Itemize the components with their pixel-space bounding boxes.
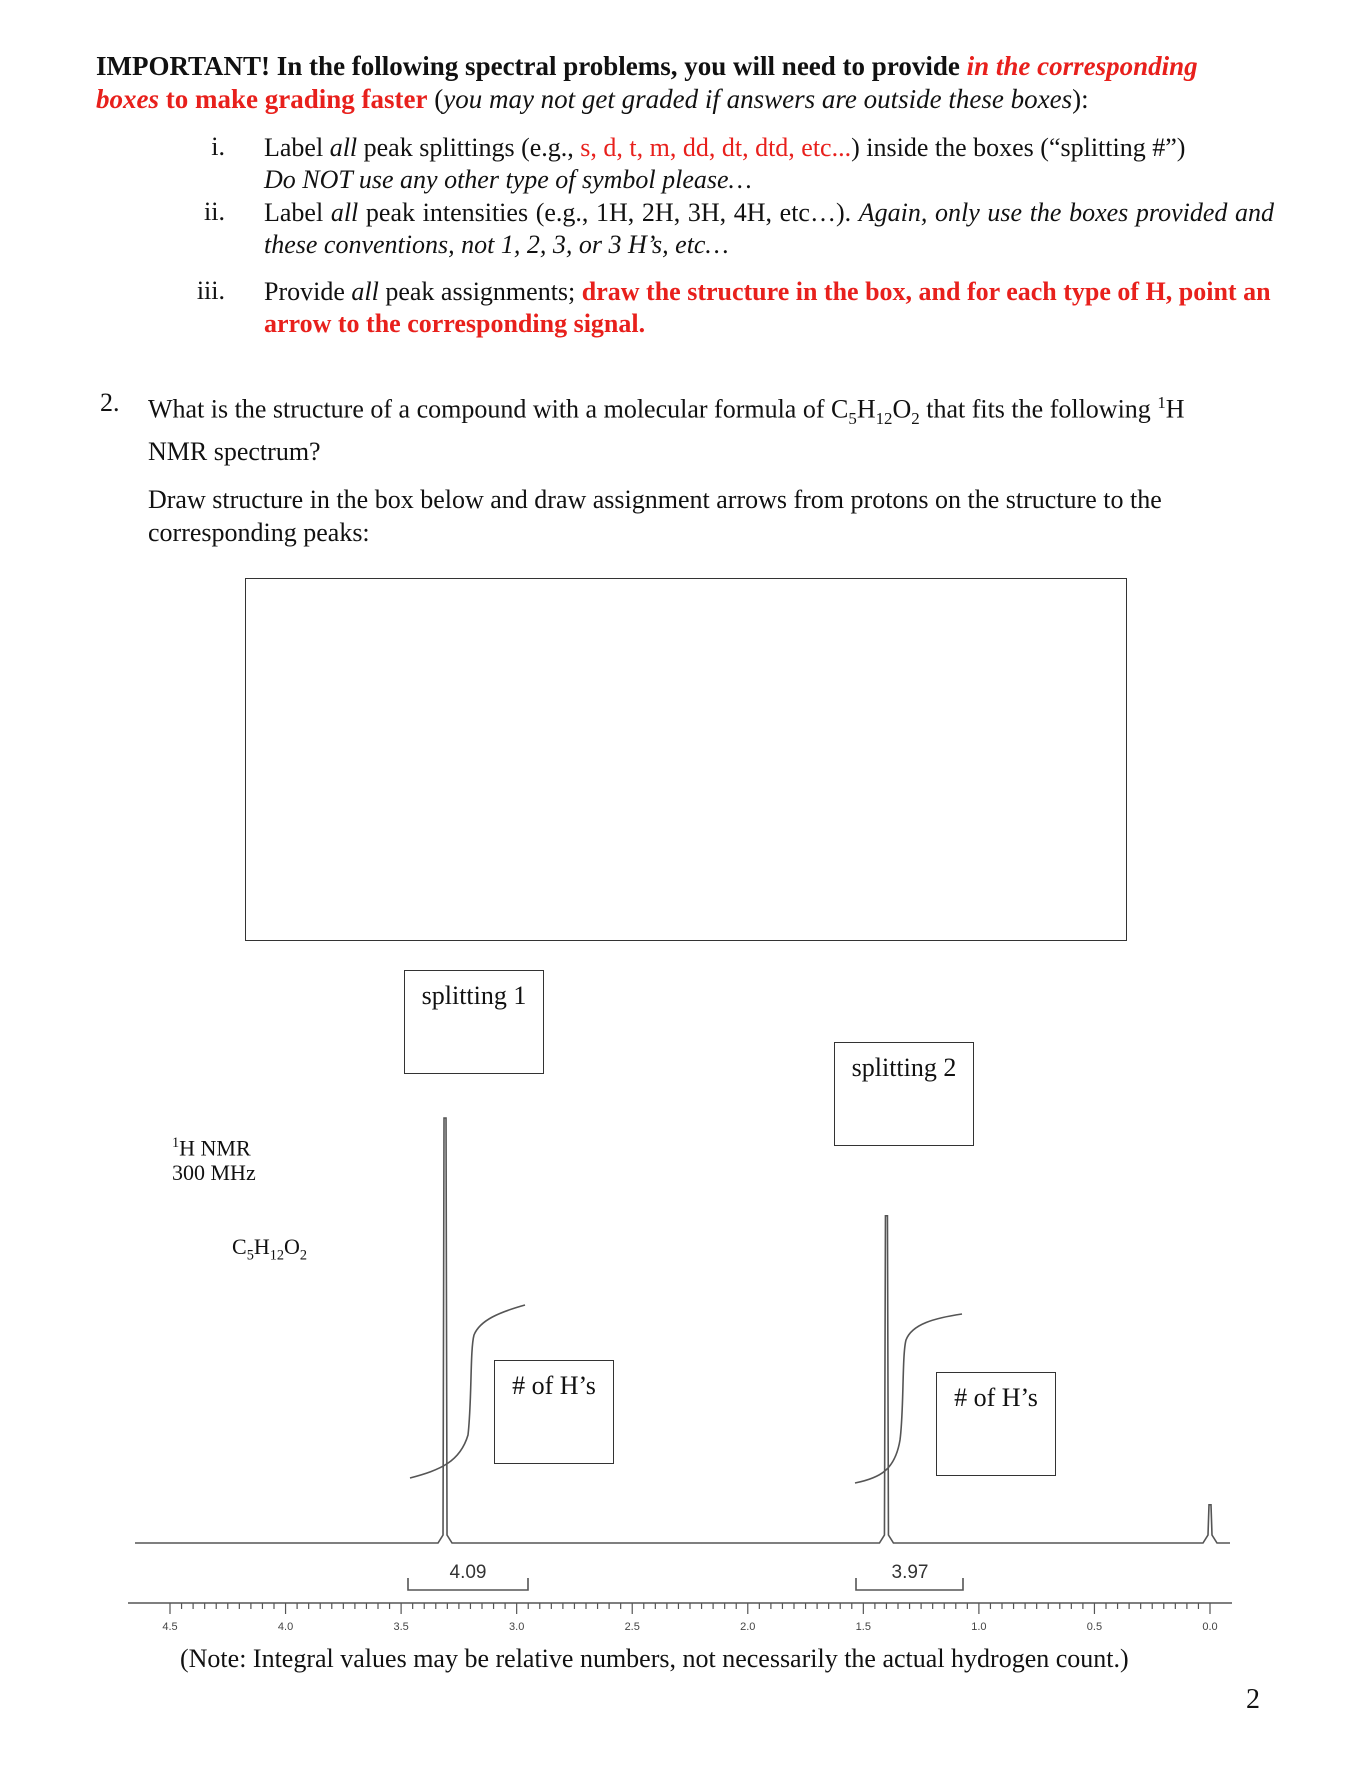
text: 12 <box>269 1247 285 1264</box>
text: H <box>856 394 876 424</box>
h-count-1-label: # of H’s <box>512 1371 596 1400</box>
spectrum-frequency-label: 300 MHz <box>172 1160 256 1185</box>
header-text-3: boxes <box>96 84 159 114</box>
draw-instruction: Draw structure in the box below and draw assignment arrows from protons on the structure to the corresponding peaks: <box>148 485 1162 547</box>
header-text-7: ): <box>1072 84 1089 114</box>
x-tick-label: 0.0 <box>1202 1621 1218 1633</box>
splitting-2-label: splitting 2 <box>851 1053 957 1082</box>
integral-curve-2 <box>855 1314 962 1483</box>
text: NMR spectrum? <box>148 436 321 466</box>
text: 5 <box>848 408 857 428</box>
text: 2 <box>299 1247 308 1264</box>
x-tick-label: 2.5 <box>624 1621 640 1633</box>
item-number: iii. <box>196 276 225 305</box>
header-text-1: IMPORTANT! In the following spectral problems, you will need to provide <box>96 51 967 81</box>
text: peak splittings (e.g., <box>357 133 581 162</box>
x-tick-label: 0.5 <box>1086 1621 1103 1633</box>
text: What is the structure of a compound with a molecular formula of C <box>148 394 849 424</box>
text: 5 <box>246 1247 254 1264</box>
x-tick-label: 4.5 <box>162 1621 178 1633</box>
text: O <box>284 1234 300 1259</box>
text: Provide <box>264 277 352 306</box>
header-text-4: to make grading faster <box>159 84 428 114</box>
text: O <box>892 394 912 424</box>
text: H <box>1165 394 1185 424</box>
item-number: ii. <box>204 197 225 226</box>
header-text-2: in the corresponding <box>966 51 1198 81</box>
text: 1 <box>172 1135 180 1151</box>
x-tick-label: 1.5 <box>855 1621 871 1633</box>
text: draw the structure in the box, and for each type of H, point an arrow to the corresponding signal. <box>264 277 1271 338</box>
header-text-6: you may not get graded if answers are outside these boxes <box>443 84 1073 114</box>
page-number: 2 <box>1246 1684 1260 1715</box>
text: 12 <box>875 408 893 428</box>
text: s, d, t, m, dd, dt, dtd, etc... <box>580 133 852 162</box>
text: all <box>330 198 359 227</box>
text: Label <box>264 198 331 227</box>
text: 1 <box>1157 393 1166 412</box>
item-number: i. <box>211 132 225 161</box>
text: Label <box>264 133 330 162</box>
text: that fits the following <box>919 394 1158 424</box>
splitting-1-label: splitting 1 <box>421 981 527 1010</box>
text: ) inside the boxes (“splitting #”) <box>851 133 1186 162</box>
x-tick-label: 2.0 <box>740 1621 756 1633</box>
text: 2 <box>911 408 920 428</box>
integral-curve-1 <box>410 1305 525 1478</box>
text: H <box>253 1234 270 1259</box>
text: all <box>329 133 358 162</box>
x-tick-label: 4.0 <box>277 1621 294 1633</box>
integral-value-1: 4.09 <box>449 1562 487 1583</box>
text: all <box>351 277 379 306</box>
header-text-5: ( <box>427 84 444 114</box>
text: Do NOT use any other type of symbol please… <box>264 165 752 194</box>
h-count-2-label: # of H’s <box>954 1383 1038 1412</box>
text: C <box>232 1234 247 1259</box>
text: peak assignments; <box>378 277 582 306</box>
text: H NMR <box>179 1135 251 1161</box>
integral-note: (Note: Integral values may be relative numbers, not necessarily the actual hydrogen count.) <box>180 1644 1129 1673</box>
text: peak intensities (e.g., 1H, 2H, 3H, 4H, etc…). <box>358 198 859 227</box>
x-tick-label: 1.0 <box>971 1621 987 1633</box>
spectrum-trace <box>135 1118 1230 1543</box>
question-number: 2. <box>100 388 120 417</box>
x-tick-label: 3.5 <box>393 1621 409 1633</box>
text: Again, only use the boxes provided and these conventions, not 1, 2, 3, or 3 H’s, etc… <box>264 198 1275 259</box>
integral-value-2: 3.97 <box>891 1562 929 1583</box>
x-tick-label: 3.0 <box>509 1621 525 1633</box>
